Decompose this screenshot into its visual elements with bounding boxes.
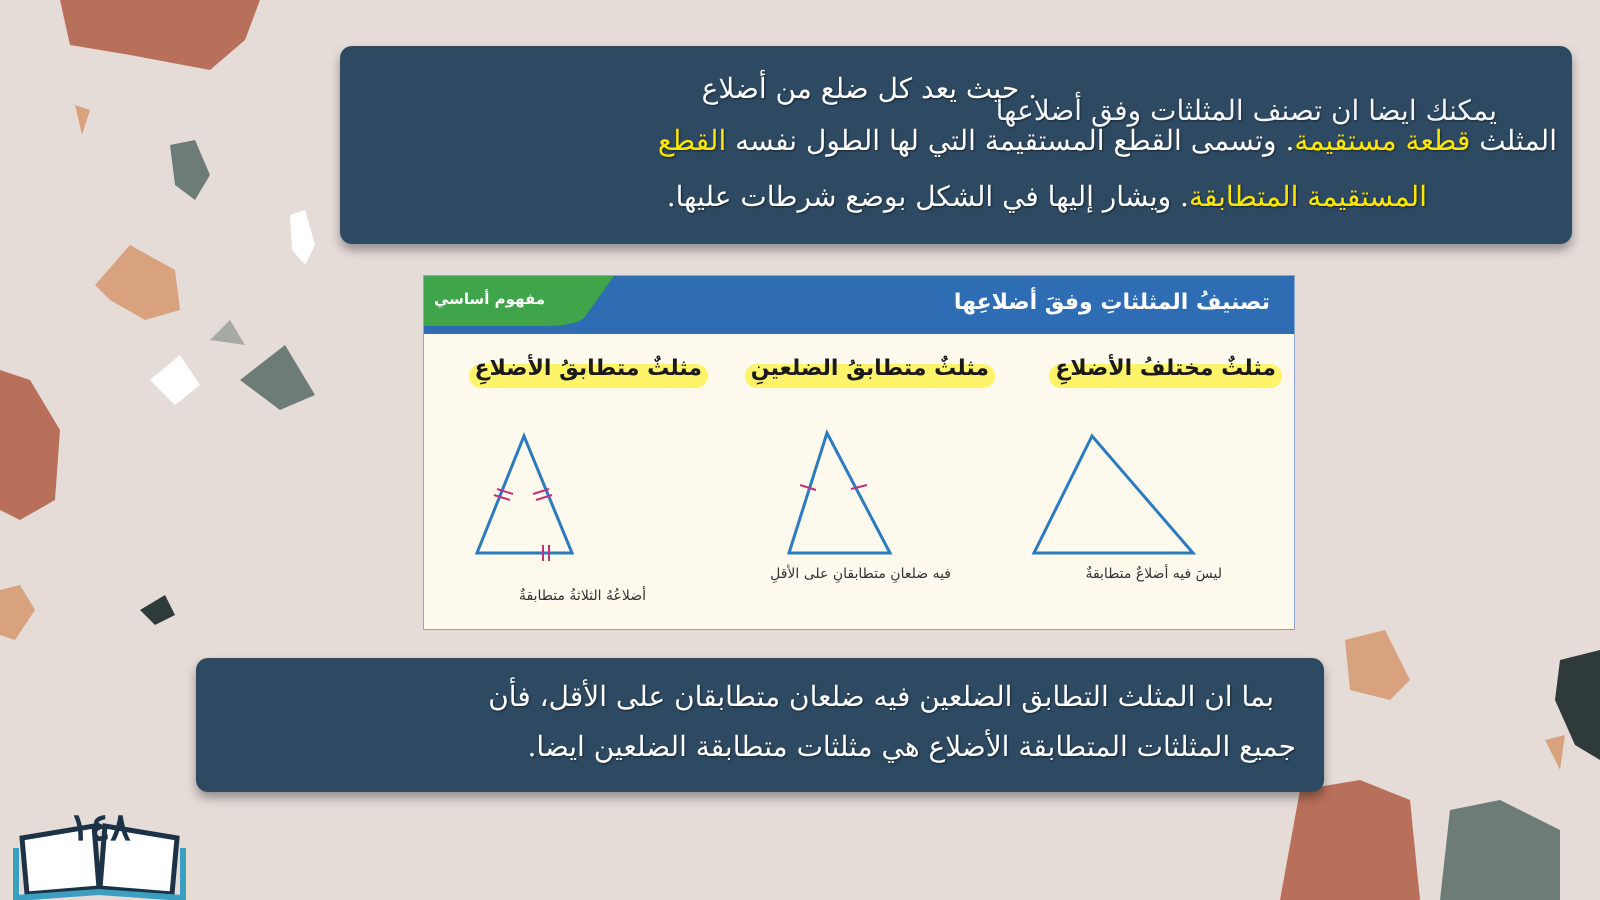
intro-line-3 — [667, 180, 1427, 213]
decor-shape — [60, 0, 260, 70]
decor-shape — [0, 585, 35, 640]
decor-shape — [1345, 630, 1410, 700]
intro-line-2a: المثلث — [1479, 124, 1557, 157]
isosceles-title: مثلثٌ متطابقُ الضلعينِ — [751, 356, 989, 381]
intro-line-2b: . وتسمى القطع المستقيمة التي لها الطول نفسه — [735, 124, 1295, 157]
term-congruent-segments: المستقيمة المتطابقة — [1188, 180, 1427, 213]
decor-shape — [75, 105, 90, 135]
decor-shape — [0, 370, 60, 520]
decor-shape — [1440, 800, 1560, 900]
page-number: ١٤٨ — [69, 804, 131, 849]
intro-line-2 — [658, 124, 1557, 157]
decor-shape — [170, 140, 210, 200]
equilateral-triangle — [477, 436, 572, 553]
key-concept-label: مفهوم أساسي — [434, 290, 546, 308]
classification-figure — [423, 275, 1295, 630]
conclusion-line-2: جميع المثلثات المتطابقة الأضلاع هي مثلثات متطابقة الضلعين ايضا. — [527, 730, 1296, 763]
triangles-drawing — [424, 416, 1294, 576]
decor-shape — [140, 595, 175, 625]
equilateral-caption: أضلاعُهُ الثلاثةُ متطابقةٌ — [519, 588, 646, 604]
figure-title: تصنيفُ المثلثاتِ وفقَ أضلاعِها — [953, 290, 1270, 315]
term-segments: القطع — [657, 124, 727, 157]
decor-shape — [210, 320, 245, 345]
intro-line-1b: . حيث يعد كل ضلع من أضلاع — [701, 72, 1037, 105]
isosceles-caption: فيه ضلعانِ متطابقانِ على الأقلِ — [770, 566, 951, 582]
scalene-caption: ليسَ فيه أضلاعٌ متطابقةٌ — [1085, 566, 1222, 582]
decor-shape — [95, 245, 180, 320]
conclusion-text-panel — [196, 658, 1324, 792]
intro-line-3b: . ويشار إليها في الشكل بوضع شرطات عليها. — [666, 180, 1189, 213]
decor-shape — [240, 345, 315, 410]
equilateral-title: مثلثٌ متطابقُ الأضلاعِ — [475, 356, 703, 381]
scalene-triangle — [1034, 436, 1193, 553]
scalene-title: مثلثٌ مختلفُ الأضلاعِ — [1055, 356, 1276, 381]
intro-line-1a: يمكنك ايضا ان تصنف المثلثات وفق أضلاعها — [995, 94, 1497, 127]
intro-text-panel — [340, 46, 1572, 244]
decor-shape — [150, 355, 200, 405]
decor-shape — [1545, 735, 1565, 770]
decor-shape — [290, 210, 315, 265]
equilateral-tick — [494, 495, 510, 500]
decor-shape — [1280, 780, 1420, 900]
isosceles-triangle — [789, 433, 890, 553]
conclusion-line-1: بما ان المثلث التطابق الضلعين فيه ضلعان متطابقان على الأقل، فأن — [488, 680, 1274, 713]
term-line-segment: قطعة مستقيمة — [1294, 124, 1471, 157]
